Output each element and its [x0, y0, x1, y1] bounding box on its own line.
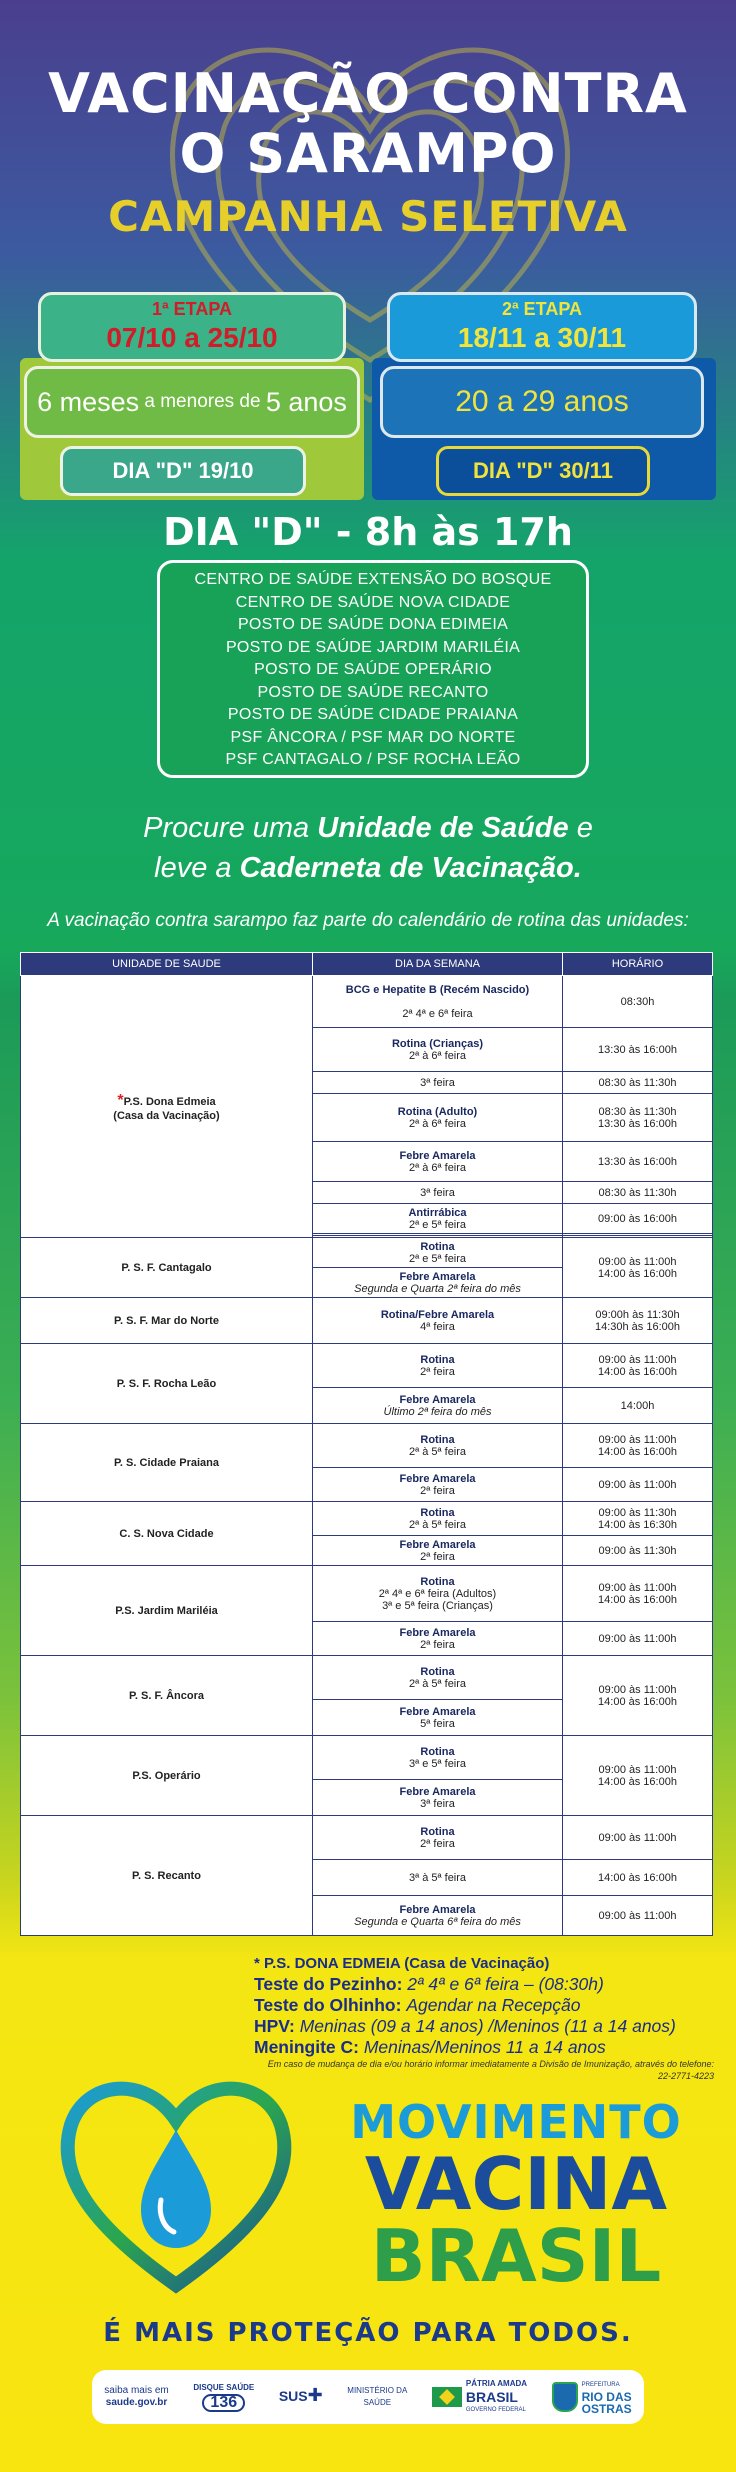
- etapa2-age-range: 20 a 29 anos: [380, 366, 704, 438]
- hour-cell: 09:00 às 11:00h: [563, 1816, 713, 1860]
- note-value: Meninas/Meninos 11 a 14 anos: [363, 2037, 606, 2057]
- day-cell: [313, 976, 563, 1028]
- day-cell: [313, 1204, 563, 1234]
- schedule-table: [20, 952, 713, 1936]
- age-end: 5 anos: [265, 386, 347, 417]
- day-range: 2ª feira: [420, 1550, 455, 1563]
- etapa2-dates: 18/11 a 30/11: [457, 322, 627, 353]
- brand-movimento: MOVIMENTO: [350, 2095, 682, 2149]
- footer-text: DISQUE SAÚDE: [193, 2383, 255, 2392]
- day-range: 3ª à 5ª feira: [408, 1871, 467, 1884]
- slogan: É MAIS PROTEÇÃO PARA TODOS.: [103, 2318, 633, 2348]
- etapa1-dia-d: DIA "D" 19/10: [60, 446, 306, 496]
- call-to-action: [0, 808, 736, 888]
- cta-bold: Unidade de Saúde: [317, 812, 569, 844]
- note-value: 2ª 4ª e 6ª feira – (08:30h): [407, 1974, 604, 1994]
- day-label: Febre Amarela: [399, 1626, 476, 1639]
- day-cell: [313, 1268, 563, 1298]
- title-line-1: VACINAÇÃO CONTRA: [48, 62, 688, 125]
- hour-cell: 08:30 às 11:30h: [563, 1072, 713, 1094]
- list-item: POSTO DE SAÚDE OPERÁRIO: [254, 661, 492, 678]
- footer-text: OSTRAS: [581, 2402, 632, 2416]
- day-label: Rotina: [420, 1240, 455, 1253]
- cta-text: Procure uma: [143, 812, 318, 844]
- list-item: POSTO DE SAÚDE DONA EDIMEIA: [237, 616, 509, 633]
- table-row: [21, 1816, 713, 1860]
- cta-text: leve a: [154, 852, 240, 884]
- etapa2-dia-d: DIA "D" 30/11: [436, 446, 650, 496]
- etapa1-age-range: [24, 366, 360, 438]
- footer-text: BRASIL: [465, 2389, 518, 2405]
- table-header-row: [21, 953, 713, 976]
- day-label: Rotina (Adulto): [397, 1105, 478, 1118]
- unit-cell: P. S. F. Mar do Norte: [21, 1298, 313, 1344]
- day-range: 2ª feira: [420, 1484, 455, 1497]
- table-row: [21, 1502, 713, 1536]
- day-range: 2ª 4ª e 6ª feira: [402, 1007, 473, 1020]
- note-value: Meninas (09 a 14 anos) /Meninos (11 a 14 anos): [299, 2016, 676, 2036]
- notes-title: * P.S. DONA EDMEIA (Casa de Vacinação): [254, 1955, 550, 1972]
- day-cell: [313, 1700, 563, 1736]
- day-range: 2ª feira: [420, 1365, 455, 1378]
- day-label: Rotina (Crianças): [391, 1037, 484, 1050]
- day-range: 2ª 4ª e 6ª feira (Adultos): [378, 1587, 497, 1600]
- hour-cell: 14:00h: [563, 1388, 713, 1424]
- dia-d-hours: DIA "D" - 8h às 17h: [163, 510, 573, 554]
- table-row: [21, 1656, 713, 1700]
- day-cell: [313, 1468, 563, 1502]
- day-cell: [313, 1896, 563, 1936]
- column-header: DIA DA SEMANA: [313, 953, 563, 976]
- day-label: Antirrábica: [408, 1206, 467, 1219]
- unit-subname: (Casa da Vacinação): [113, 1109, 220, 1122]
- list-item: PSF ÂNCORA / PSF MAR DO NORTE: [230, 728, 516, 746]
- unit-cell: P. S. F. Âncora: [21, 1656, 313, 1736]
- day-cell: [313, 1028, 563, 1072]
- hour-cell: 14:00 às 16:00h: [563, 1860, 713, 1896]
- note-label: Teste do Pezinho:: [254, 1974, 408, 1994]
- hour-cell: 09:00 às 16:00h: [563, 1204, 713, 1234]
- hour-value: 09:00 às 11:00h: [598, 1353, 677, 1366]
- note-phone: 22-2771-4223: [657, 2071, 714, 2081]
- list-item: CENTRO DE SAÚDE EXTENSÃO DO BOSQUE: [194, 571, 552, 588]
- table-row: [21, 1566, 713, 1622]
- age-connector: a menores de: [139, 391, 266, 412]
- hour-cell: [563, 1566, 713, 1622]
- day-range: 3ª feira: [420, 1797, 455, 1810]
- footer-text: GOVERNO FEDERAL: [465, 2407, 526, 2413]
- hour-value: 09:00 às 11:00h: [598, 1255, 677, 1268]
- day-cell: [313, 1736, 563, 1780]
- note-label: Teste do Olhinho:: [254, 1995, 407, 2015]
- hour-cell: 13:30 às 16:00h: [563, 1028, 713, 1072]
- day-cell: [313, 1816, 563, 1860]
- hour-cell: [563, 1298, 713, 1344]
- day-label: Febre Amarela: [399, 1393, 476, 1406]
- hour-cell: [563, 1736, 713, 1816]
- day-label: Rotina: [420, 1825, 455, 1838]
- hour-cell: [563, 1656, 713, 1736]
- day-range: 2ª e 5ª feira: [408, 1218, 467, 1231]
- day-range: 5ª feira: [420, 1717, 455, 1730]
- day-label: Rotina: [420, 1506, 455, 1519]
- unit-cell: C. S. Nova Cidade: [21, 1502, 313, 1566]
- footer-text: PÁTRIA AMADA: [465, 2379, 528, 2388]
- day-label: Febre Amarela: [399, 1538, 476, 1551]
- day-range: 4ª feira: [420, 1320, 455, 1333]
- day-label: Febre Amarela: [399, 1785, 476, 1798]
- table-row: [21, 1298, 713, 1344]
- day-range: 2ª à 6ª feira: [408, 1117, 467, 1130]
- edmeia-notes: [254, 1953, 714, 2082]
- hour-value: 14:00 às 16:00h: [598, 1365, 677, 1378]
- title-line-2: O SARAMPO: [179, 122, 557, 185]
- column-header: UNIDADE DE SAUDE: [21, 953, 313, 976]
- hour-cell: 08:30h: [563, 976, 713, 1028]
- footer-text: PREFEITURA: [581, 2382, 620, 2388]
- hour-value: 14:00 às 16:00h: [598, 1695, 677, 1708]
- hour-cell: [563, 1238, 713, 1298]
- note-olhinho: [254, 1995, 714, 2016]
- day-cell: [313, 1298, 563, 1344]
- day-range: 3ª e 5ª feira (Crianças): [382, 1599, 493, 1612]
- note-meningite: [254, 2037, 714, 2058]
- note-hpv: [254, 2016, 714, 2037]
- plus-icon: ✚: [307, 2385, 323, 2405]
- day-range: 2ª e 5ª feira: [408, 1252, 467, 1265]
- etapa1-label: 1ª ETAPA: [151, 299, 232, 319]
- day-range: 3ª e 5ª feira: [408, 1757, 467, 1770]
- hour-value: 13:30 às 16:00h: [598, 1117, 677, 1130]
- unit-name: P.S. Dona Edmeia: [123, 1095, 216, 1108]
- cta-text: e: [568, 812, 593, 844]
- hour-value: 09:00 às 11:00h: [598, 1581, 677, 1594]
- day-cell: [313, 1142, 563, 1182]
- day-label: Rotina: [420, 1433, 455, 1446]
- hour-cell: 09:00 às 11:00h: [563, 1622, 713, 1656]
- city-emblem-icon: [552, 2382, 578, 2412]
- table-row: [21, 976, 713, 1006]
- hour-value: 14:00 às 16:00h: [598, 1445, 677, 1458]
- day-cell: [313, 1388, 563, 1424]
- hour-value: 14:00 às 16:30h: [598, 1518, 677, 1531]
- phone-number: 136: [202, 2394, 245, 2412]
- saude-gov-link[interactable]: [104, 2385, 168, 2409]
- day-range: 2ª à 6ª feira: [408, 1049, 467, 1062]
- etapa2-box: [387, 292, 697, 362]
- day-range: Segunda e Quarta 2ª feira do mês: [354, 1282, 521, 1295]
- brand-vacina: VACINA: [364, 2142, 668, 2226]
- day-range: 2ª à 5ª feira: [408, 1518, 467, 1531]
- hour-cell: 09:00 às 11:00h: [563, 1896, 713, 1936]
- brand-brasil: BRASIL: [370, 2214, 662, 2298]
- day-range: Último 2ª feira do mês: [383, 1405, 492, 1418]
- footer-text: RIO DAS: [581, 2390, 632, 2404]
- health-units-list: [157, 560, 589, 778]
- day-cell: [313, 1656, 563, 1700]
- day-label: Febre Amarela: [399, 1270, 476, 1283]
- vaccine-heart-drop-icon: [46, 2060, 306, 2300]
- hour-value: 09:00 às 11:00h: [598, 1433, 677, 1446]
- hour-cell: [563, 1094, 713, 1142]
- day-cell: [313, 1860, 563, 1896]
- day-label: Febre Amarela: [399, 1705, 476, 1718]
- note-value: Agendar na Recepção: [406, 1995, 581, 2015]
- hour-cell: [563, 1424, 713, 1468]
- unit-cell: P. S. F. Cantagalo: [21, 1238, 313, 1298]
- brazil-flag-icon: [432, 2387, 462, 2407]
- asterisk-icon: *: [117, 1091, 124, 1109]
- list-item: PSF CANTAGALO / PSF ROCHA LEÃO: [225, 751, 521, 768]
- day-cell: [313, 1182, 563, 1204]
- day-label: Febre Amarela: [399, 1472, 476, 1485]
- table-row: [21, 1344, 713, 1388]
- day-range: 2ª feira: [420, 1638, 455, 1651]
- day-range: 3ª feira: [420, 1076, 455, 1089]
- etapa2-label: 2ª ETAPA: [501, 299, 582, 319]
- hour-value: 14:00 às 16:00h: [598, 1267, 677, 1280]
- hour-cell: 09:00 às 11:00h: [563, 1468, 713, 1502]
- unit-cell: P. S. F. Rocha Leão: [21, 1344, 313, 1424]
- day-range: Segunda e Quarta 6ª feira do mês: [354, 1915, 521, 1928]
- governo-federal-logo: [432, 2378, 527, 2416]
- day-cell: [313, 1780, 563, 1816]
- day-cell: [313, 1536, 563, 1566]
- cta-bold: Caderneta de Vacinação.: [239, 852, 582, 884]
- hour-value: 09:00 às 11:00h: [598, 1683, 677, 1696]
- table-row: [21, 1238, 713, 1268]
- hour-value: 14:00 às 16:00h: [598, 1593, 677, 1606]
- day-range: 2ª à 5ª feira: [408, 1677, 467, 1690]
- footer-logos: [92, 2370, 644, 2424]
- day-cell: [313, 1424, 563, 1468]
- table-row: [21, 1736, 713, 1780]
- etapa1-dates: 07/10 a 25/10: [106, 322, 278, 353]
- unit-cell: P. S. Recanto: [21, 1816, 313, 1936]
- note-disclaimer: Em caso de mudança de dia e/ou horário informar imediatamente a Divisão de Imunização, através do telefone:: [267, 2059, 714, 2069]
- day-label: Rotina: [420, 1575, 455, 1588]
- hour-cell: 09:00 às 11:30h: [563, 1536, 713, 1566]
- hour-value: 09:00 às 11:00h: [598, 1763, 677, 1776]
- day-range: 2ª à 6ª feira: [408, 1161, 467, 1174]
- footer-text: SUS: [278, 2388, 308, 2404]
- hour-cell: 13:30 às 16:00h: [563, 1142, 713, 1182]
- list-item: CENTRO DE SAÚDE NOVA CIDADE: [235, 593, 511, 611]
- day-label: Rotina: [420, 1665, 455, 1678]
- hour-cell: [563, 1502, 713, 1536]
- column-header: HORÁRIO: [563, 953, 713, 976]
- note-label: Meningite C:: [254, 2037, 364, 2057]
- list-item: POSTO DE SAÚDE RECANTO: [257, 683, 489, 701]
- day-label: Febre Amarela: [399, 1149, 476, 1162]
- routine-note: A vacinação contra sarampo faz parte do calendário de rotina das unidades:: [47, 910, 689, 931]
- sus-logo: [278, 2385, 323, 2405]
- day-label: Rotina: [420, 1353, 455, 1366]
- footer-url: saude.gov.br: [105, 2397, 168, 2408]
- note-pezinho: [254, 1974, 714, 1995]
- age-start: 6 meses: [37, 386, 140, 417]
- unit-cell: [21, 976, 313, 1238]
- etapa1-box: [38, 292, 346, 362]
- hour-cell: [563, 1344, 713, 1388]
- note-label: HPV:: [254, 2016, 300, 2036]
- hour-value: 09:00h às 11:30h: [595, 1308, 680, 1321]
- day-cell: [313, 1094, 563, 1142]
- table-row: [21, 1424, 713, 1468]
- day-label: Rotina/Febre Amarela: [380, 1308, 495, 1321]
- day-cell: [313, 1622, 563, 1656]
- unit-cell: P.S. Operário: [21, 1736, 313, 1816]
- footer-text: SAÚDE: [363, 2398, 392, 2407]
- unit-cell: P.S. Jardim Mariléia: [21, 1566, 313, 1656]
- hour-value: 14:00 às 16:00h: [598, 1775, 677, 1788]
- day-range: 2ª feira: [420, 1837, 455, 1850]
- hour-value: 09:00 às 11:30h: [598, 1506, 677, 1519]
- disque-saude-logo: [193, 2382, 254, 2412]
- list-item: POSTO DE SAÚDE CIDADE PRAIANA: [227, 706, 519, 723]
- hour-value: 08:30 às 11:30h: [598, 1105, 677, 1118]
- day-cell: [313, 1502, 563, 1536]
- hour-cell: 08:30 às 11:30h: [563, 1182, 713, 1204]
- hour-value: 14:30h às 16:00h: [594, 1320, 681, 1333]
- day-range: 2ª à 5ª feira: [408, 1445, 467, 1458]
- day-cell: [313, 1344, 563, 1388]
- day-label: Rotina: [420, 1745, 455, 1758]
- campaign-subtitle: CAMPANHA SELETIVA: [108, 192, 628, 241]
- day-cell: [313, 1238, 563, 1268]
- day-label: BCG e Hepatite B (Recém Nascido): [345, 983, 530, 996]
- footer-text: MINISTÉRIO DA: [347, 2386, 408, 2395]
- prefeitura-rio-das-ostras-logo: [552, 2379, 632, 2415]
- day-cell: [313, 1072, 563, 1094]
- unit-cell: P. S. Cidade Praiana: [21, 1424, 313, 1502]
- list-item: POSTO DE SAÚDE JARDIM MARILÉIA: [225, 638, 521, 656]
- ministerio-saude-logo: [347, 2385, 407, 2409]
- day-cell: [313, 1566, 563, 1622]
- day-label: Febre Amarela: [399, 1903, 476, 1916]
- day-range: 3ª feira: [420, 1186, 455, 1199]
- footer-text: saiba mais em: [104, 2385, 169, 2396]
